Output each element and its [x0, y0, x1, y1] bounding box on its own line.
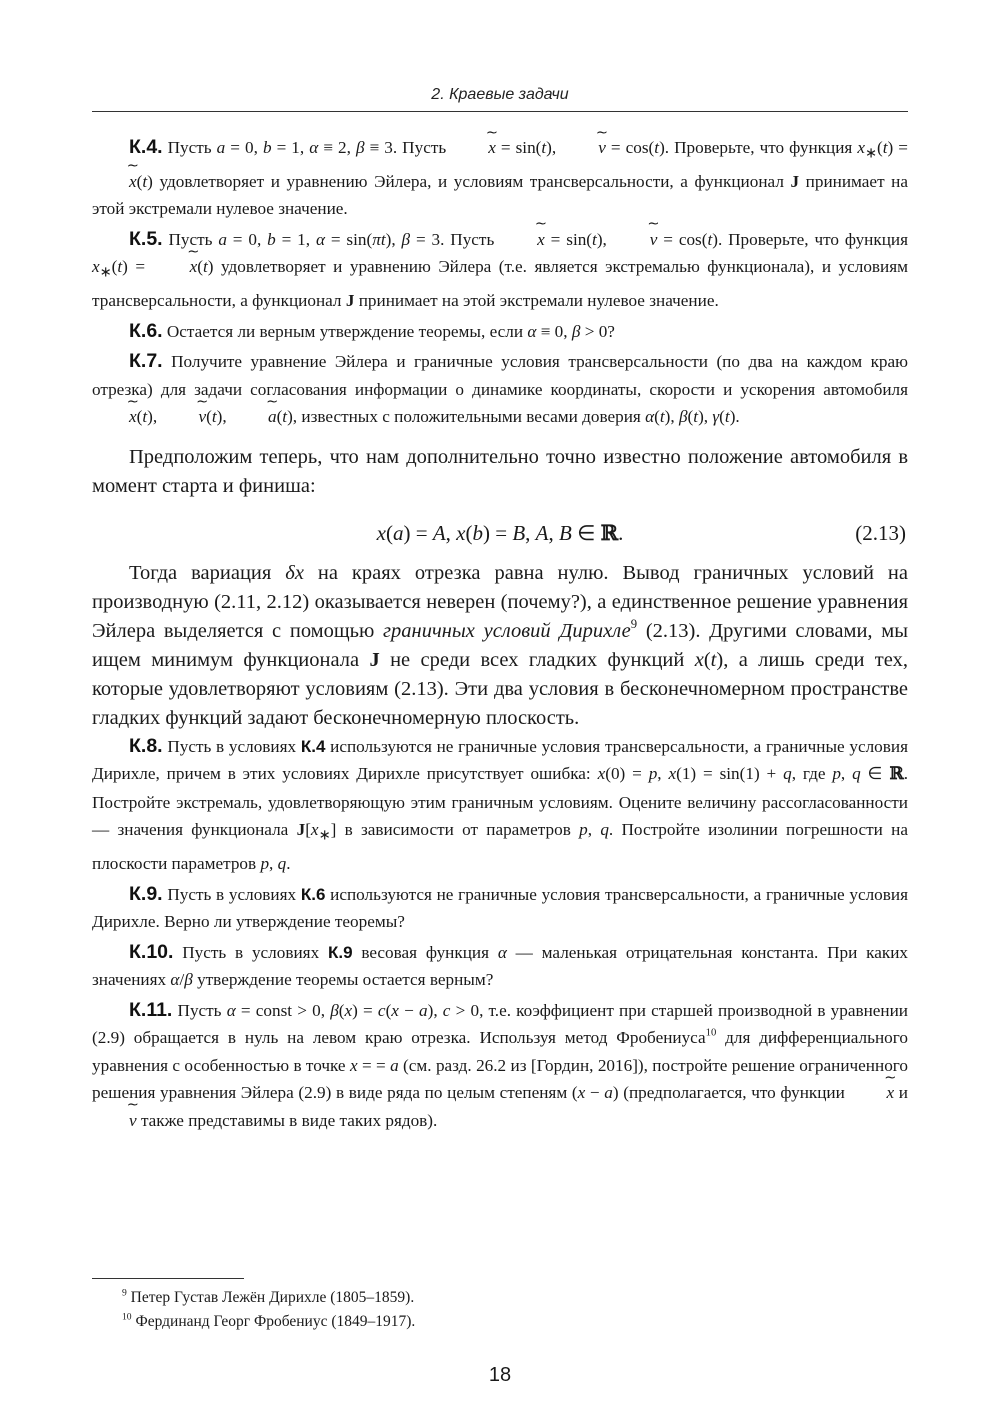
- exercise-k6: К.6. Остается ли верным утверждение теоремы, если α ≡ 0, β > 0?: [129, 319, 615, 342]
- footnote-ref: 10: [705, 1027, 717, 1039]
- exercise-k4: К.4. Пусть a = 0, b = 1, α ≡ 2, β ≡ 3. Пусть ∼ x = sin(t), ∼ v = cos(t). Проверьте, что функция $x_∗(t)$ = ∼ x(t) удовлетворяет и уравнению Эйлера, и условиям трансверсальности, а функционал J принимает на этой экстремали нулевое значение.: [92, 134, 908, 223]
- footnotes: [92, 1286, 908, 1334]
- page-number: 18: [488, 1364, 512, 1386]
- footnote-10: $^{10}$ Фердинанд Георг Фробениус (1849–1917).: [122, 1311, 416, 1330]
- body-text: [92, 134, 908, 1134]
- paragraph-boundary-intro: Предположим теперь, что нам дополнительно точно известно положение автомобиля в момент старта и финиша:: [92, 445, 908, 497]
- footnote-9: $^9$ Петер Густав Лежён Дирихле (1805–1859).: [122, 1287, 415, 1306]
- emphasis-dirichlet: граничных условий Дирихле: [383, 619, 631, 642]
- exercise-label: К.11.: [129, 998, 173, 1021]
- exercise-k9: К.9. Пусть в условиях К.6 используются не граничные условия трансверсальности, а граничные условия Дирихле. Верно ли утверждение теоремы?: [92, 882, 908, 932]
- exercise-k10: К.10. Пусть в условиях К.9 весовая функция α — маленькая отрицательная константа. При каких значениях α/β утверждение теоремы остается верным?: [92, 940, 908, 990]
- footnote-rule: [92, 1278, 244, 1279]
- exercise-label: К.9.: [129, 882, 163, 905]
- equation-number: (2.13): [855, 520, 906, 545]
- exercise-label: К.7.: [129, 350, 163, 373]
- equation-2-13: [92, 511, 908, 555]
- exercise-ref: К.9: [327, 942, 353, 962]
- equation-body: x(a) = A, x(b) = B, A, B ∈ ℝ.: [376, 519, 624, 545]
- exercise-k7: К.7. Получите уравнение Эйлера и граничные условия трансверсальности (по два на каждом краю отрезка) для задачи согласования информации о динамике координаты, скорости и ускорения автомобиля ∼ x(t), ∼ v(t), ∼ a(t), известных с положительными весами доверия α(t), β(t), γ(t).: [92, 348, 908, 431]
- exercise-label: К.5.: [129, 227, 163, 250]
- paragraph-dirichlet: Тогда вариация δx на краях отрезка равна нулю. Вывод граничных условий на производную (2.11, 2.12) оказывается неверен (почему?), а единственное решение уравнения Эйлера выделяется с помощью граничных условий Дирихле$^9$ (2.13). Другими словами, мы ищем минимум функционала J не среди всех гладких функций x(t), а лишь среди тех, которые удовлетворяют условиям (2.13). Эти два условия в бесконечномерном пространстве гладких функций задают бесконечномерную плоскость.: [92, 561, 908, 729]
- exercise-label: К.10.: [129, 940, 174, 963]
- exercise-k5: К.5. Пусть a = 0, b = 1, α = sin(πt), β = 3. Пусть ∼ x = sin(t), ∼ v = cos(t). Проверьте, что функция $x_∗(t)$ = ∼ x(t) удовлетворяет и уравнению Эйлера (т.е. является экстремалью функционала), и условиям трансверсальности, а функционал J принимает на этой экстремали нулевое значение.: [92, 226, 908, 315]
- exercise-k11: К.11. Пусть α = const > 0, β(x) = c(x − a), c > 0, т.е. коэффициент при старшей производной в уравнении (2.9) обращается в нуль на левом краю отрезка. Используя метод Фробениуса$^{10}$ для дифференциального уравнения с особенностью в точке x = = a (см. разд. 26.2 из [Гордин, 2016]), постройте решение ограниченного решения уравнения Эйлера (2.9) в виде ряда по целым степеням (x − a) (предполагается, что функции ∼ x и ∼ v также представимы в виде таких рядов).: [92, 997, 908, 1135]
- exercise-label: К.8.: [129, 734, 163, 757]
- header-rule: [92, 111, 908, 112]
- exercise-label: К.4.: [129, 136, 163, 158]
- footnote-ref: 9: [630, 616, 638, 631]
- exercise-label: К.6.: [129, 319, 163, 342]
- exercise-k8: К.8. Пусть в условиях К.4 используются не граничные условия трансверсальности, а граничные условия Дирихле, причем в этих условиях Дирихле присутствует ошибка: x(0) = p, x(1) = sin(1) + q, где p, q ∈ ℝ. Постройте экстремаль, удовлетворяющую этим граничным условиям. Оцените величину рассогласованности — значения функционала $J[x_∗]$ в зависимости от параметров p, q. Постройте изолинии погрешности на плоскости параметров p, q.: [92, 734, 909, 874]
- exercise-ref: К.4: [300, 736, 326, 756]
- exercise-ref: К.6: [300, 884, 326, 904]
- running-head: 2. Краевые задачи: [431, 86, 569, 103]
